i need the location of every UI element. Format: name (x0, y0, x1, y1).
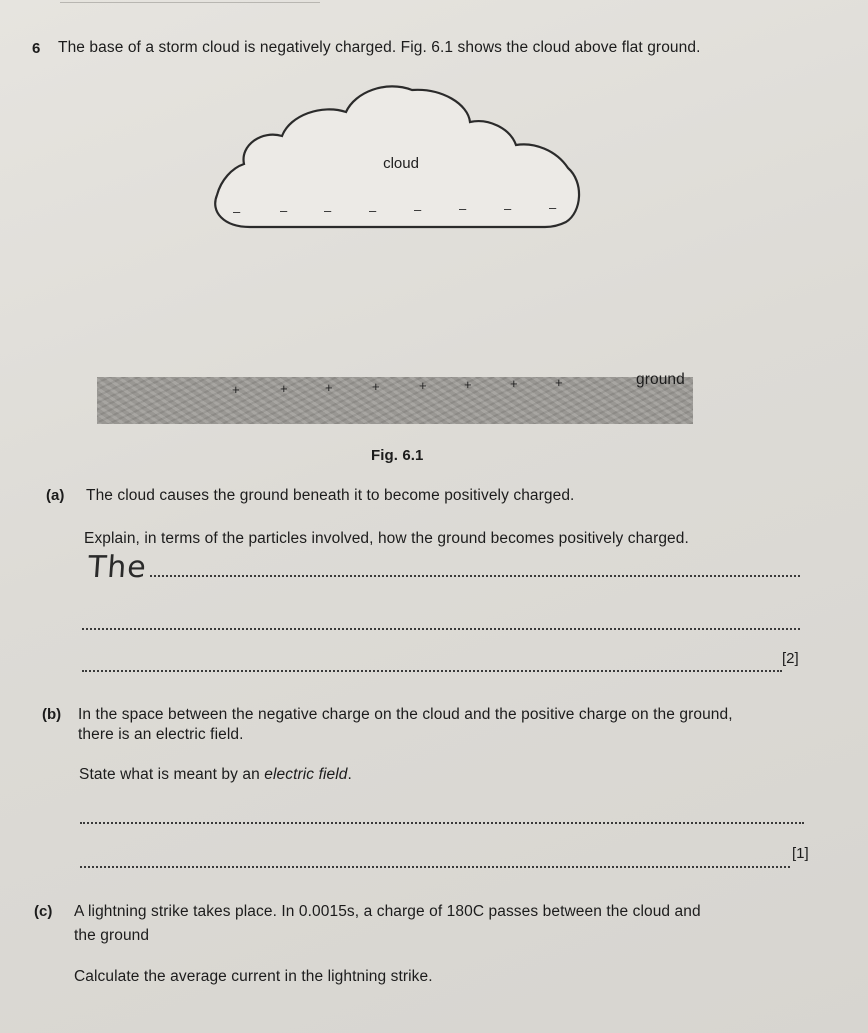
part-b-statement-line2: there is an electric field. (78, 726, 244, 743)
minus-sign: – (549, 200, 557, 215)
minus-sign: – (504, 201, 512, 216)
part-c-label: (c) (34, 903, 53, 920)
part-c-statement-line1: A lightning strike takes place. In 0.0015s, a charge of 180C passes between the cloud and (74, 903, 701, 920)
part-b-statement-line1: In the space between the negative charge on the cloud and the positive charge on the ground, (78, 706, 733, 723)
answer-line[interactable] (80, 866, 790, 868)
answer-line[interactable] (82, 670, 782, 672)
answer-line[interactable] (80, 822, 804, 824)
plus-sign: + (555, 375, 563, 390)
handwritten-answer: The (86, 550, 149, 585)
instruction-term: electric field (264, 766, 348, 783)
question-intro: The base of a storm cloud is negatively charged. Fig. 6.1 shows the cloud above flat ground. (58, 39, 701, 56)
cloud-figure (0, 0, 868, 440)
part-c-instruction: Calculate the average current in the lightning strike. (74, 968, 433, 985)
instruction-prefix: State what is meant by an (79, 766, 265, 783)
part-b-label: (b) (42, 706, 62, 723)
part-a-label: (a) (46, 487, 65, 504)
minus-sign: – (369, 203, 377, 218)
minus-sign: – (233, 204, 241, 219)
part-a-instruction: Explain, in terms of the particles involved, how the ground becomes positively charged. (84, 530, 689, 547)
plus-sign: + (280, 381, 288, 396)
plus-sign: + (419, 378, 427, 393)
part-c-statement-line2: the ground (74, 927, 150, 944)
minus-sign: – (414, 202, 422, 217)
plus-sign: + (372, 379, 380, 394)
plus-sign: + (510, 376, 518, 391)
plus-sign: + (232, 382, 240, 397)
part-b-instruction (79, 766, 352, 784)
part-a-statement: The cloud causes the ground beneath it to become positively charged. (86, 487, 575, 504)
question-number: 6 (32, 40, 41, 57)
figure-caption: Fig. 6.1 (371, 447, 424, 464)
plus-sign: + (325, 380, 333, 395)
answer-line[interactable] (150, 575, 800, 577)
marks-a: [2] (782, 650, 799, 667)
cloud-label: cloud (383, 155, 419, 172)
ground-label: ground (636, 371, 685, 388)
minus-sign: – (280, 203, 288, 218)
answer-line[interactable] (82, 628, 800, 630)
minus-sign: – (459, 201, 467, 216)
instruction-suffix: . (347, 766, 352, 783)
minus-sign: – (324, 203, 332, 218)
plus-sign: + (464, 377, 472, 392)
ground-block (97, 377, 693, 424)
marks-b: [1] (792, 845, 809, 862)
